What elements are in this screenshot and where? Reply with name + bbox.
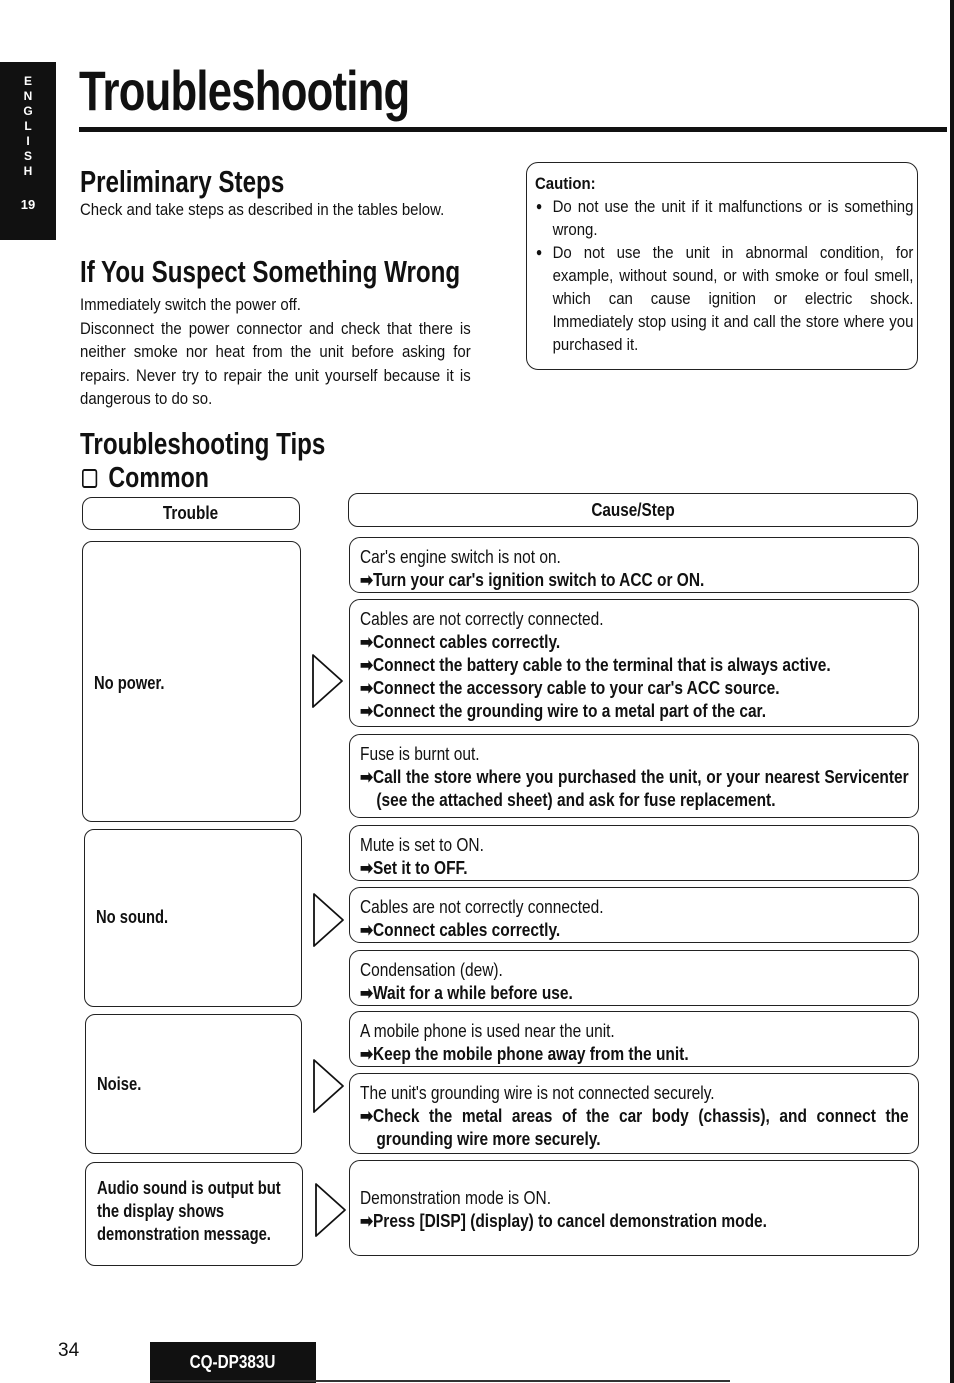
cause-column-header: Cause/Step <box>348 493 918 527</box>
trouble-no-sound: No sound. <box>84 829 302 1007</box>
cause-box: Condensation (dew). ➡Wait for a while before use. <box>349 950 919 1006</box>
cause-box: A mobile phone is used near the unit. ➡Keep the mobile phone away from the unit. <box>349 1011 919 1067</box>
preliminary-heading: Preliminary Steps <box>80 164 285 199</box>
language-letters: E N G L I S H <box>23 74 33 178</box>
page-number: 34 <box>58 1340 80 1361</box>
section-square-icon <box>82 469 97 488</box>
trouble-no-power: No power. <box>82 541 301 822</box>
suspect-line-1: Immediately switch the power off. <box>80 295 301 314</box>
title-rule <box>79 127 947 132</box>
arrow-right-icon <box>312 892 346 948</box>
trouble-column-header: Trouble <box>82 497 300 530</box>
bottom-rule <box>150 1380 730 1382</box>
page-title: Troubleshooting <box>79 59 410 122</box>
trouble-noise: Noise. <box>85 1014 302 1154</box>
model-badge: CQ-DP383U <box>150 1342 316 1383</box>
cause-box: Cables are not correctly connected. ➡Connect cables correctly. <box>349 887 919 943</box>
suspect-heading: If You Suspect Something Wrong <box>80 254 461 289</box>
cause-box: Car's engine switch is not on. ➡Turn your car's ignition switch to ACC or ON. <box>349 537 919 593</box>
cause-box: Fuse is burnt out. ➡Call the store where you purchased the unit, or your nearest Servicenter (see the attached sheet) and ask for fuse replacement. <box>349 734 919 818</box>
suspect-text <box>80 293 471 411</box>
trouble-demo-message <box>85 1162 303 1266</box>
section-page-number: 19 <box>20 197 36 212</box>
language-tab <box>0 62 56 240</box>
caution-item: ● Do not use the unit if it malfunctions or is something wrong. <box>535 195 913 241</box>
cause-box: Demonstration mode is ON. ➡Press [DISP] (display) to cancel demonstration mode. <box>349 1160 919 1256</box>
arrow-right-icon <box>311 653 345 709</box>
page-edge-rule <box>950 0 954 1383</box>
cause-box: Mute is set to ON. ➡Set it to OFF. <box>349 825 919 881</box>
caution-box <box>526 162 918 370</box>
common-heading <box>82 462 209 495</box>
arrow-right-icon <box>312 1058 346 1114</box>
suspect-line-2: Disconnect the power connector and check that there is neither smoke nor heat from the unit before asking for repairs. Never try to repair the unit yourself because it is dangerous to do so. <box>80 318 471 408</box>
arrow-right-icon <box>314 1182 348 1238</box>
trouble-demo-label: Audio sound is output but the display shows demonstration message. <box>97 1178 281 1244</box>
caution-item: ● Do not use the unit in abnormal condition, for example, without sound, or with smoke or foul smell, which can cause ignition or electric shock. Immediately stop using it and call the store where you purchased it. <box>535 241 913 356</box>
caution-title: Caution: <box>535 174 596 193</box>
cause-box: Cables are not correctly connected. ➡Connect cables correctly. ➡Connect the battery cable to the terminal that is always active. ➡Connect the accessory cable to your car's ACC source. ➡Connect the grounding wire to a metal part of the car. <box>349 599 919 727</box>
common-label: Common <box>108 462 209 494</box>
tips-heading: Troubleshooting Tips <box>80 426 326 461</box>
cause-box: The unit's grounding wire is not connected securely. ➡Check the metal areas of the car body (chassis), and connect the grounding wire more securely. <box>349 1073 919 1154</box>
preliminary-text: Check and take steps as described in the tables below. <box>80 200 445 219</box>
